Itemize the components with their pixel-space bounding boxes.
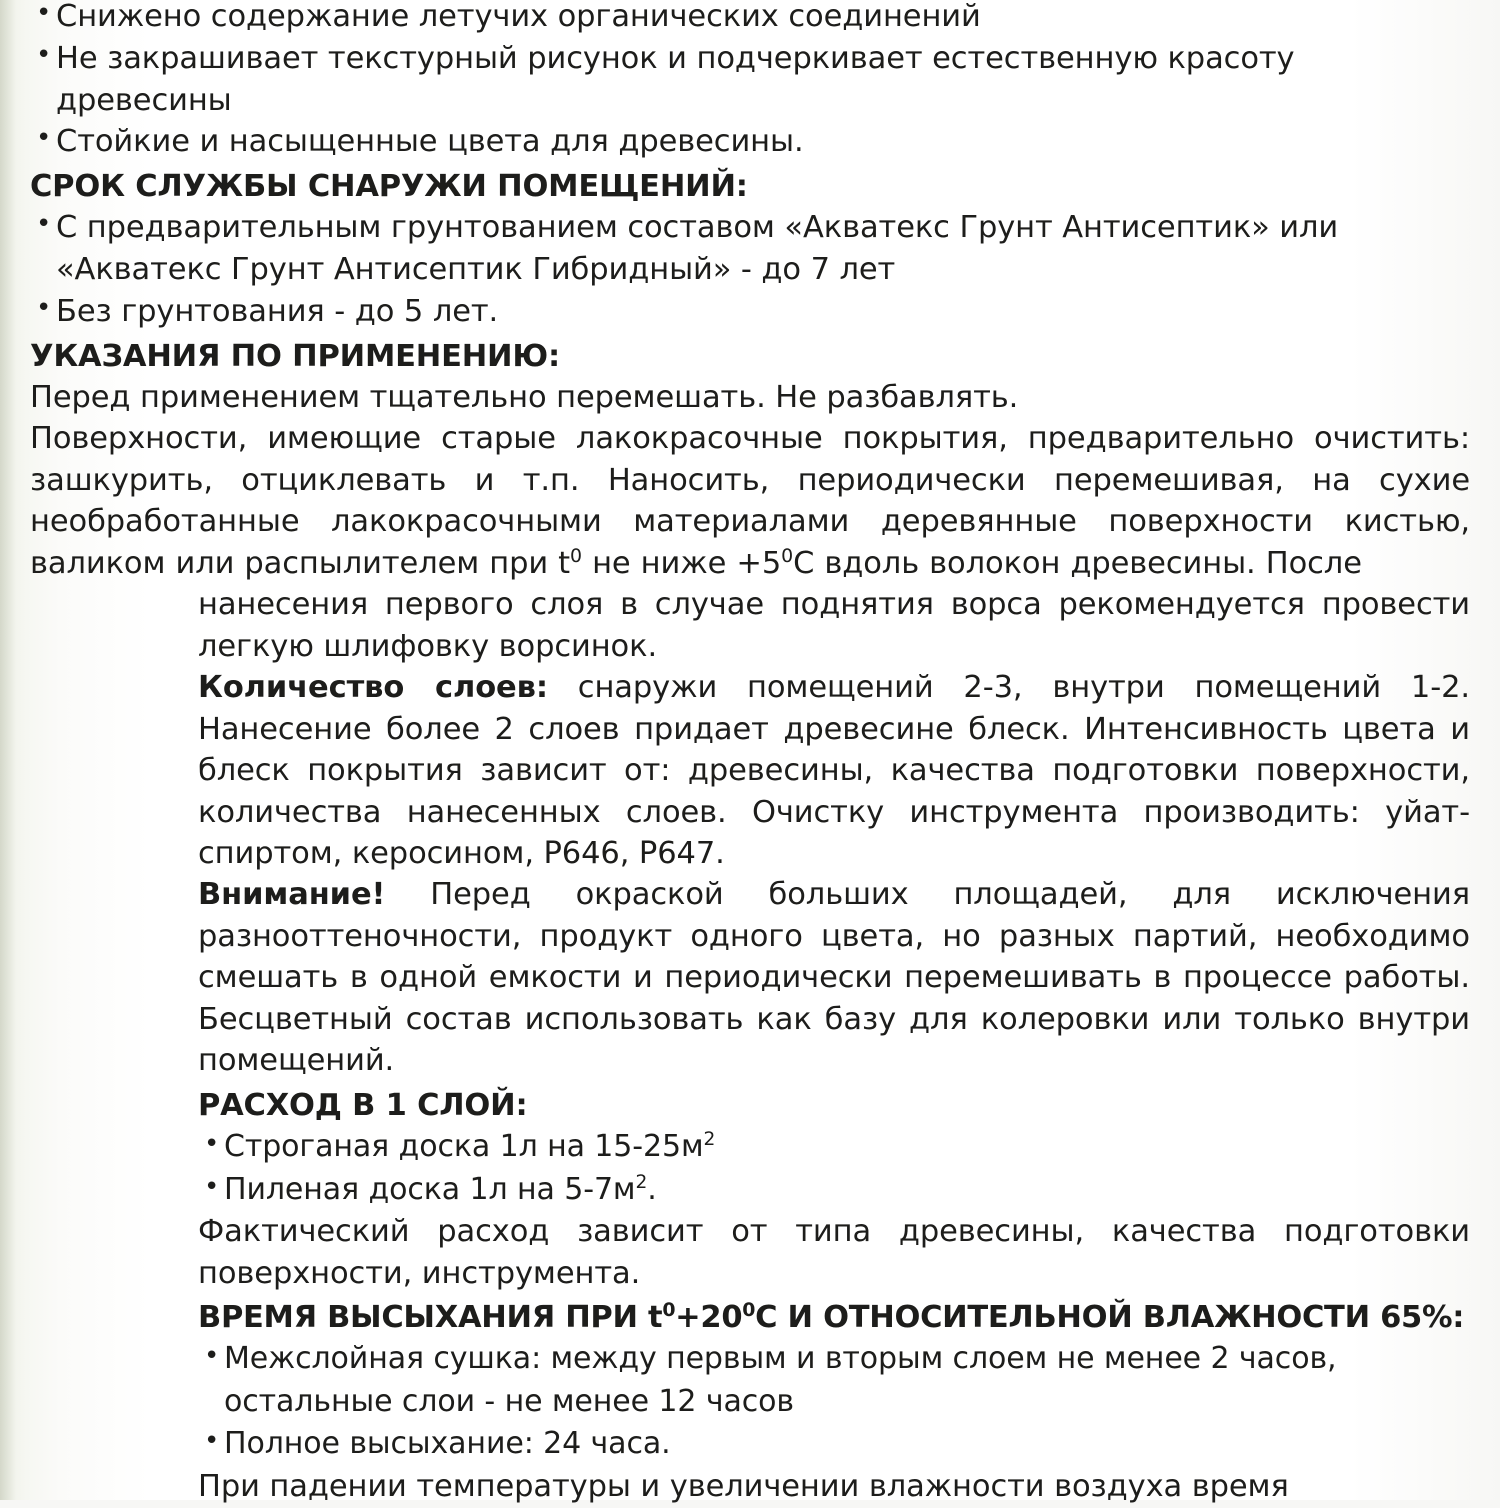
- usage-paragraph-3-rest: снаружи помещений 2-3, внутри помещений 1-2. Нанесение более 2 слоев придает древесине блеск. Интенсивность цвета и блеск покрытия зависит от: древесины, качества подготовки поверхности, количества нанесенных слоев. Очистку инструмента производить: уйат-спиртом, керосином, Р646, Р647.: [198, 670, 1470, 871]
- degree-superscript-1: 0: [570, 544, 582, 567]
- list-item: [30, 38, 1470, 122]
- drying-bullet-2: Полное высыхание: 24 часа.: [224, 1426, 671, 1462]
- heading-drying-part-c: С И ОТНОСИТЕЛЬНОЙ ВЛАЖНОСТИ 65%:: [755, 1300, 1465, 1336]
- service-life-bullet-list: [30, 207, 1470, 332]
- intro-bullet-1: Снижено содержание летучих органических соединений: [56, 0, 981, 34]
- drying-bullet-1-line-2: остальные слои - не менее 12 часов: [224, 1383, 794, 1419]
- service-life-bullet-1-line-2: «Акватекс Грунт Антисептик Гибридный» - до 7 лет: [56, 252, 896, 288]
- consumption-bullet-list: [198, 1126, 1470, 1211]
- consumption-bullet-2: Пиленая доска 1л на 5-7м: [224, 1171, 636, 1207]
- list-item: [30, 207, 1470, 291]
- intro-bullet-list: [30, 0, 1470, 163]
- heading-usage: УКАЗАНИЯ ПО ПРИМЕНЕНИЮ:: [30, 338, 560, 374]
- usage-paragraph-2-part-a: Поверхности, имеющие старые лакокрасочные покрытия, предварительно очистить: зашкурить, отциклевать и т.п. Наносить, периодически перемешивая, на сухие необработанные лакокрасочными материалами деревянные поверхности кистью, валиком или распылителем при t: [30, 421, 1470, 581]
- consumption-bullet-2-end: .: [647, 1171, 657, 1207]
- list-item: [30, 291, 1470, 333]
- service-life-bullet-2: Без грунтования - до 5 лет.: [56, 293, 499, 329]
- drying-bullet-list: [198, 1338, 1470, 1466]
- heading-drying-part-a: ВРЕМЯ ВЫСЫХАНИЯ ПРИ t: [198, 1300, 663, 1336]
- consumption-note: Фактический расход зависит от типа древесины, качества подготовки поверхности, инструмента.: [198, 1214, 1470, 1291]
- usage-paragraph-2-part-c: С вдоль волокон древесины. После: [793, 545, 1362, 581]
- degree-superscript-3: 0: [662, 1298, 676, 1321]
- usage-paragraph-2-continued: нанесения первого слоя в случае поднятия ворса рекомендуется провести легкую шлифовку ворсинок.: [198, 587, 1470, 664]
- list-item: [198, 1423, 1470, 1466]
- intro-bullet-3: Стойкие и насыщенные цвета для древесины.: [56, 124, 804, 160]
- usage-paragraph-3: [198, 667, 1470, 874]
- square-meter-superscript-2: 2: [635, 1171, 648, 1193]
- list-item: [198, 1126, 1470, 1169]
- degree-superscript-2: 0: [781, 544, 794, 567]
- consumption-bullet-1: Строганая доска 1л на 15-25м: [224, 1128, 704, 1164]
- drying-note: При падении температуры и увеличении влажности воздуха время: [198, 1469, 1289, 1505]
- list-item: [198, 1338, 1470, 1423]
- usage-paragraph-2: [30, 418, 1470, 584]
- heading-drying-part-b: +20: [675, 1300, 743, 1336]
- heading-drying-time: [198, 1297, 1470, 1338]
- left-edge-shadow: [0, 0, 16, 1500]
- usage-paragraph-2-part-b: не ниже +5: [581, 545, 782, 581]
- layers-label: Количество слоев:: [198, 670, 548, 706]
- usage-paragraph-4-rest: Перед окраской больших площадей, для исключения разнооттеночности, продукт одного цвета, но разных партий, необходимо смешать в одной емкости и периодически перемешивать в процессе работы. Бесцветный состав использовать как базу для колеровки или только внутри помещений.: [198, 877, 1470, 1079]
- heading-consumption: РАСХОД В 1 СЛОЙ:: [198, 1087, 528, 1123]
- heading-service-life: СРОК СЛУЖБЫ СНАРУЖИ ПОМЕЩЕНИЙ:: [30, 169, 748, 205]
- usage-paragraph-1: Перед применением тщательно перемешать. Не разбавлять.: [30, 379, 1019, 415]
- square-meter-superscript-1: 2: [703, 1128, 716, 1150]
- drying-bullet-1-line-1: Межслойная сушка: между первым и вторым слоем не менее 2 часов,: [224, 1341, 1337, 1377]
- usage-paragraph-4: [198, 874, 1470, 1081]
- intro-bullet-2: Не закрашивает текстурный рисунок и подчеркивает естественную красоту древесины: [56, 40, 1295, 118]
- service-life-bullet-1-line-1: С предварительным грунтованием составом «Акватекс Грунт Антисептик» или: [56, 210, 1339, 246]
- label-content: [30, 0, 1470, 1508]
- attention-label: Внимание!: [198, 877, 386, 913]
- degree-superscript-4: 0: [742, 1298, 756, 1321]
- list-item: [198, 1169, 1470, 1212]
- list-item: [30, 121, 1470, 163]
- list-item: [30, 0, 1470, 38]
